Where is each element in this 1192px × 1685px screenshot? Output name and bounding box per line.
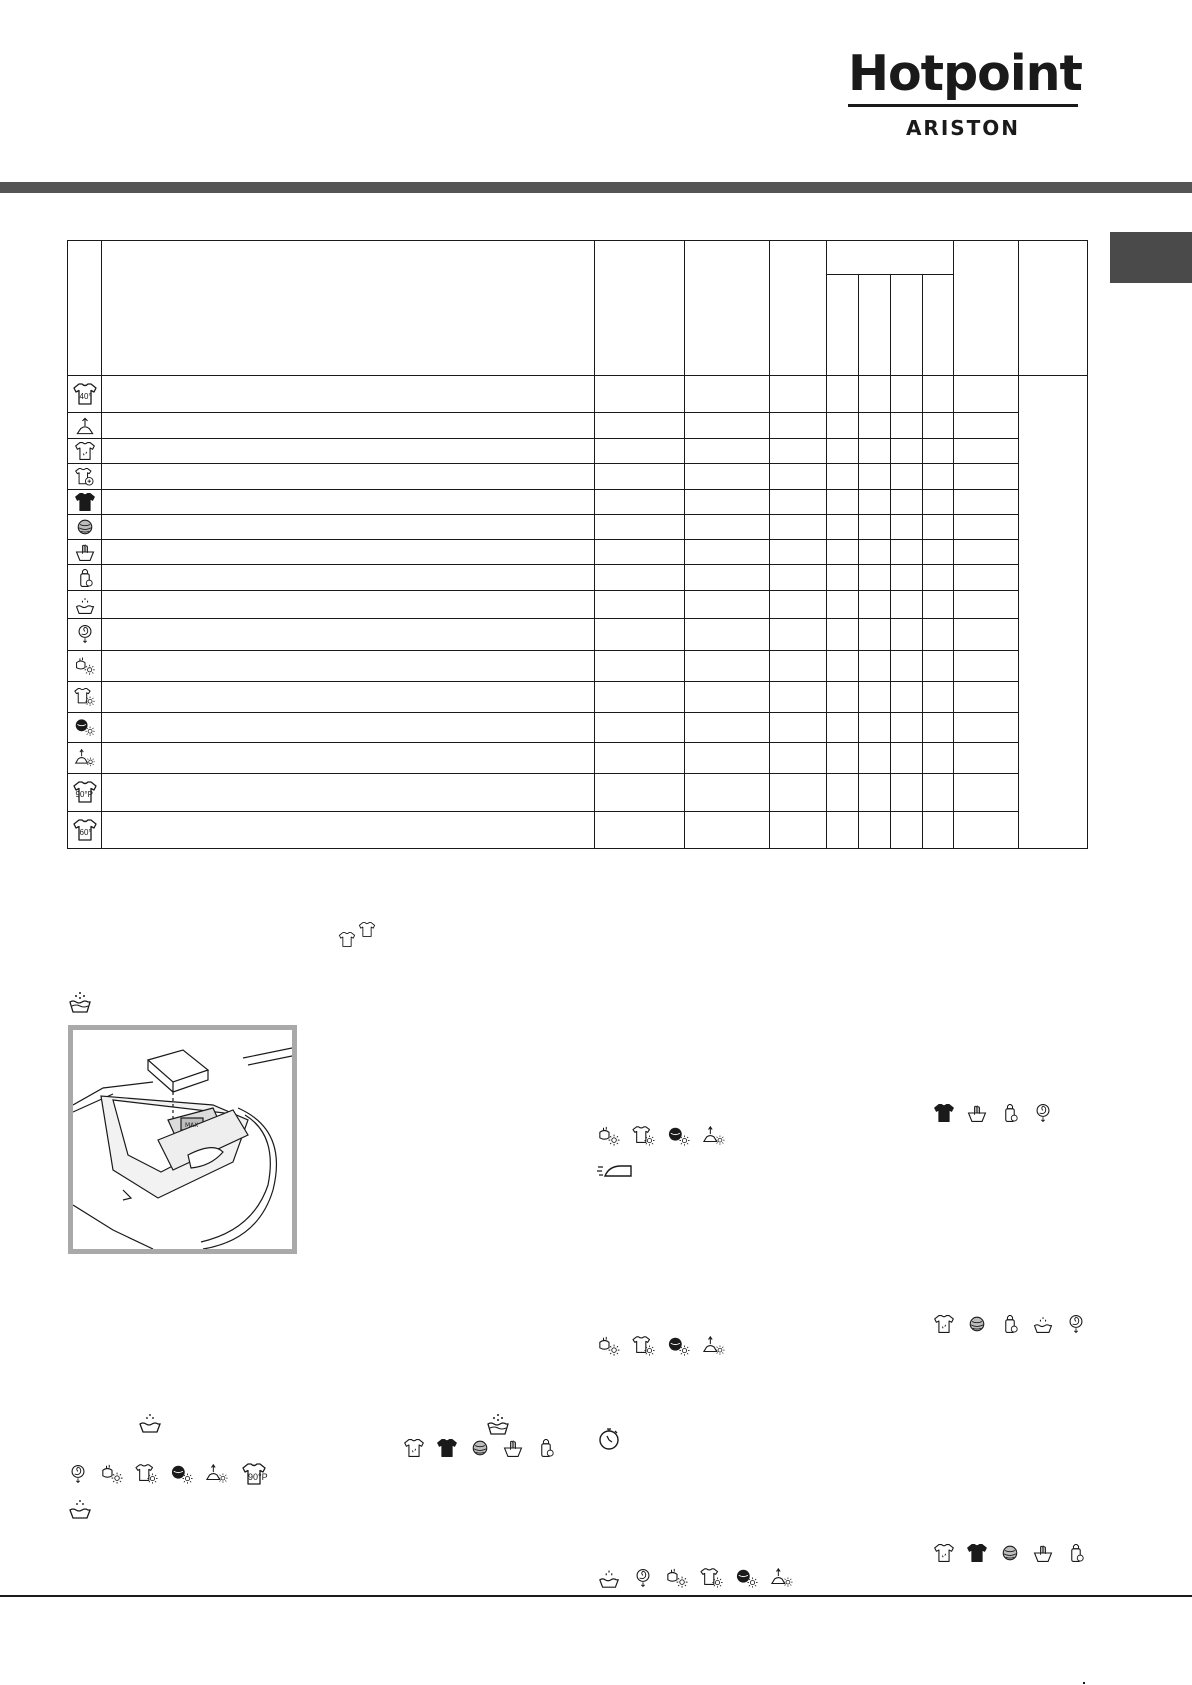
table-cell	[859, 742, 891, 773]
table-cell	[923, 712, 954, 742]
baby-bottle-icon	[999, 1102, 1021, 1124]
table-cell	[102, 515, 595, 540]
dark-shirt-icon	[966, 1542, 988, 1564]
table-cell	[954, 413, 1019, 439]
table-cell	[827, 618, 859, 650]
table-cell	[891, 773, 923, 811]
table-cell	[770, 712, 827, 742]
table-cell	[891, 439, 923, 464]
table-cell	[102, 773, 595, 811]
table-cell	[923, 742, 954, 773]
table-cell	[827, 591, 859, 618]
detergent-drawer-illustration	[68, 1025, 297, 1254]
table-cell	[923, 490, 954, 515]
table-cell	[595, 464, 685, 490]
table-cell	[770, 515, 827, 540]
programme-icon-cell	[68, 439, 102, 464]
table-row	[68, 565, 1088, 591]
shirt-stain-icon	[74, 466, 96, 488]
right-icons-group-3a	[933, 1542, 1087, 1564]
spin-drain-icon	[1032, 1101, 1054, 1125]
shirt-cold-icon	[933, 1542, 955, 1564]
table-cell	[923, 565, 954, 591]
header-bar	[0, 182, 1192, 193]
table-cell	[102, 618, 595, 650]
table-cell	[923, 773, 954, 811]
shirt-90p-icon	[240, 1462, 268, 1486]
temp-icons	[338, 919, 376, 948]
baby-bottle-icon	[1065, 1542, 1087, 1564]
table-row	[68, 439, 1088, 464]
table-cell	[859, 681, 891, 712]
table-cell	[595, 565, 685, 591]
table-cell	[859, 811, 891, 848]
table-cell	[891, 712, 923, 742]
wool-icon	[999, 1542, 1021, 1564]
table-cell	[827, 515, 859, 540]
subheader-cell	[859, 275, 891, 376]
table-cell	[923, 591, 954, 618]
table-cell	[859, 565, 891, 591]
table-cell	[891, 540, 923, 565]
table-cell	[770, 540, 827, 565]
shirt-cold-icon	[403, 1437, 425, 1459]
shirt-90p-label: 90°P	[248, 1472, 268, 1482]
table-cell	[770, 490, 827, 515]
soak-icon	[74, 594, 96, 616]
language-tab	[1110, 232, 1192, 283]
header-cell	[954, 241, 1019, 376]
subheader-cell	[891, 275, 923, 376]
table-cell	[859, 515, 891, 540]
table-cell	[859, 413, 891, 439]
table-cell	[891, 490, 923, 515]
table-cell	[954, 681, 1019, 712]
baby-bottle-icon	[535, 1437, 557, 1459]
delay-timer-icon	[596, 1426, 622, 1457]
table-row	[68, 650, 1088, 681]
dark-sun-icon	[735, 1567, 759, 1589]
table-cell	[923, 439, 954, 464]
table-cell	[859, 540, 891, 565]
table-cell	[859, 439, 891, 464]
table-cell	[770, 742, 827, 773]
table-cell	[595, 742, 685, 773]
shirt-sun-icon	[135, 1463, 159, 1485]
delicate-sun-icon	[74, 747, 96, 769]
svg-text:MAX: MAX	[185, 1122, 199, 1129]
programme-icon-cell	[68, 712, 102, 742]
table-cell	[954, 515, 1019, 540]
table-cell	[827, 413, 859, 439]
header-cell	[102, 241, 595, 376]
spin-drain-icon	[67, 1462, 89, 1486]
table-cell	[770, 773, 827, 811]
table-row	[68, 540, 1088, 565]
table-cell	[770, 681, 827, 712]
programme-icon-cell	[68, 650, 102, 681]
dark-shirt-icon	[436, 1437, 458, 1459]
table-cell	[595, 591, 685, 618]
cotton-sun-icon	[74, 655, 96, 677]
header-cell	[685, 241, 770, 376]
table-cell	[891, 376, 923, 413]
table-cell	[102, 413, 595, 439]
dark-sun-icon	[667, 1335, 691, 1357]
programme-icon-cell	[68, 540, 102, 565]
table-cell	[954, 591, 1019, 618]
table-cell	[102, 591, 595, 618]
subheader-cell	[827, 275, 859, 376]
programme-icon-cell	[68, 413, 102, 439]
right-icons-group-2a	[933, 1312, 1087, 1336]
shirt-sun-icon	[632, 1335, 656, 1357]
table-cell	[102, 742, 595, 773]
table-cell	[859, 618, 891, 650]
table-cell	[102, 712, 595, 742]
table-cell	[770, 464, 827, 490]
table-cell	[685, 650, 770, 681]
table-row	[68, 681, 1088, 712]
dark-shirt-icon	[74, 491, 96, 513]
brand-sub: ARISTON	[905, 116, 1021, 140]
dark-sun-icon	[74, 716, 96, 738]
header-cell	[595, 241, 685, 376]
left-programme-icons-1	[403, 1437, 557, 1459]
table-cell	[891, 591, 923, 618]
logo-rule	[848, 104, 1078, 107]
table-cell	[102, 650, 595, 681]
table-row	[68, 515, 1088, 540]
table-cell	[923, 515, 954, 540]
table-cell	[102, 464, 595, 490]
shirt-cold-icon	[74, 440, 96, 462]
table-cell	[954, 742, 1019, 773]
table-cell	[685, 540, 770, 565]
table-cell	[827, 464, 859, 490]
table-cell	[595, 376, 685, 413]
programme-icon-cell	[68, 490, 102, 515]
table-cell	[595, 439, 685, 464]
table-cell	[595, 618, 685, 650]
table-row	[68, 376, 1088, 413]
programme-table	[67, 240, 1088, 849]
table-cell	[685, 773, 770, 811]
programme-icon-cell	[68, 618, 102, 650]
table-cell	[685, 515, 770, 540]
table-cell	[954, 712, 1019, 742]
table-cell	[827, 376, 859, 413]
table-cell	[102, 565, 595, 591]
programme-icon-cell	[68, 681, 102, 712]
programme-icon-cell	[68, 565, 102, 591]
cotton-sun-icon	[100, 1463, 124, 1485]
delicates-icon	[74, 415, 96, 437]
table-cell	[685, 490, 770, 515]
table-cell	[770, 565, 827, 591]
table-cell	[595, 712, 685, 742]
delicate-sun-icon	[702, 1125, 726, 1147]
spin-drain-icon	[1065, 1312, 1087, 1336]
table-cell	[102, 490, 595, 515]
table-cell	[595, 681, 685, 712]
table-row	[68, 464, 1088, 490]
table-cell	[891, 515, 923, 540]
table-cell	[954, 565, 1019, 591]
spin-drain-icon	[74, 623, 96, 645]
table-row	[68, 618, 1088, 650]
programme-icon-cell	[68, 742, 102, 773]
table-cell	[595, 540, 685, 565]
table-cell	[595, 413, 685, 439]
table-cell	[770, 811, 827, 848]
table-cell	[685, 618, 770, 650]
header-cell	[68, 241, 102, 376]
hand-wash-icon	[74, 541, 96, 563]
table-cell	[827, 712, 859, 742]
cotton-sun-icon	[597, 1125, 621, 1147]
header-cell	[1019, 241, 1088, 376]
table-cell	[827, 811, 859, 848]
table-cell	[859, 376, 891, 413]
dark-sun-icon	[667, 1125, 691, 1147]
table-cell	[685, 742, 770, 773]
table-cell	[859, 773, 891, 811]
table-cell	[595, 811, 685, 848]
dark-sun-icon	[170, 1463, 194, 1485]
header-cell	[770, 241, 827, 376]
table-cell	[954, 464, 1019, 490]
table-cell	[923, 811, 954, 848]
table-cell	[859, 650, 891, 681]
baby-bottle-icon	[999, 1313, 1021, 1335]
shirt-60-icon	[72, 817, 98, 843]
table-row	[68, 591, 1088, 618]
table-cell	[827, 650, 859, 681]
shirt-sun-icon	[700, 1567, 724, 1589]
table-cell	[827, 742, 859, 773]
shirt-90p-icon	[72, 779, 98, 805]
programme-icon-cell	[68, 515, 102, 540]
table-cell	[859, 464, 891, 490]
table-cell	[923, 618, 954, 650]
table-row	[68, 490, 1088, 515]
table-cell	[859, 490, 891, 515]
iron-icon	[597, 1158, 637, 1187]
table-cell	[923, 650, 954, 681]
table-row	[68, 712, 1088, 742]
delicate-sun-icon	[205, 1463, 229, 1485]
table-cell	[595, 490, 685, 515]
table-cell	[954, 490, 1019, 515]
table-cell	[102, 681, 595, 712]
brand-name: Hotpoint	[848, 45, 1082, 102]
table-cell	[954, 650, 1019, 681]
table-cell	[595, 515, 685, 540]
table-cell	[102, 439, 595, 464]
table-cell	[827, 681, 859, 712]
right-icons-group-3b	[597, 1566, 794, 1590]
table-row	[68, 413, 1088, 439]
table-cell	[685, 376, 770, 413]
table-cell	[827, 540, 859, 565]
soak-icon	[1032, 1313, 1054, 1335]
table-cell	[827, 773, 859, 811]
soak-icon	[597, 1567, 621, 1589]
table-cell	[770, 591, 827, 618]
table-cell	[770, 439, 827, 464]
baby-bottle-icon	[74, 567, 96, 589]
programme-icon-cell	[68, 811, 102, 848]
hand-wash-icon	[966, 1102, 988, 1124]
programme-icon-cell	[68, 773, 102, 811]
footer-rule	[0, 1595, 1192, 1597]
table-cell	[891, 681, 923, 712]
right-icons-group-2b	[597, 1335, 726, 1357]
table-cell	[954, 439, 1019, 464]
merged-cell	[1019, 376, 1088, 849]
table-cell	[891, 618, 923, 650]
table-row	[68, 742, 1088, 773]
table-cell	[102, 540, 595, 565]
table-cell	[891, 413, 923, 439]
programme-icon-cell	[68, 464, 102, 490]
table-cell	[923, 376, 954, 413]
table-cell	[954, 618, 1019, 650]
table-cell	[685, 681, 770, 712]
table-cell	[954, 773, 1019, 811]
table-cell	[595, 773, 685, 811]
table-cell	[954, 376, 1019, 413]
table-cell	[685, 413, 770, 439]
table-cell	[770, 376, 827, 413]
table-row	[68, 811, 1088, 848]
table-cell	[923, 464, 954, 490]
table-cell	[891, 565, 923, 591]
table-cell	[685, 811, 770, 848]
wool-icon	[74, 516, 96, 538]
delicate-sun-icon	[702, 1335, 726, 1357]
cotton-sun-icon	[665, 1567, 689, 1589]
table-row	[68, 773, 1088, 811]
table-cell	[891, 464, 923, 490]
cotton-sun-icon	[597, 1335, 621, 1357]
table-cell	[923, 413, 954, 439]
hand-wash-icon	[1032, 1542, 1054, 1564]
drawer-drawing	[73, 1030, 292, 1249]
soak-icon	[67, 1496, 93, 1525]
table-cell	[859, 712, 891, 742]
table-cell	[685, 464, 770, 490]
dark-shirt-icon	[933, 1102, 955, 1124]
table-cell	[685, 439, 770, 464]
table-cell	[891, 811, 923, 848]
table-cell	[685, 565, 770, 591]
right-icons-group-1b	[597, 1125, 726, 1147]
shirt-60-icon	[358, 921, 376, 938]
programme-icon-cell	[68, 591, 102, 618]
table-cell	[923, 681, 954, 712]
delicate-sun-icon	[770, 1567, 794, 1589]
shirt-temp-label: 40°	[79, 392, 92, 402]
programme-icon-cell	[68, 376, 102, 413]
spin-drain-icon	[632, 1566, 654, 1590]
shirt-cold-icon	[933, 1313, 955, 1335]
programme-table-body	[68, 376, 1088, 849]
table-cell	[891, 650, 923, 681]
table-cell	[954, 811, 1019, 848]
table-cell	[827, 439, 859, 464]
table-cell	[770, 413, 827, 439]
table-cell	[102, 811, 595, 848]
table-cell	[827, 565, 859, 591]
table-cell	[859, 591, 891, 618]
table-cell	[770, 650, 827, 681]
hand-wash-icon	[502, 1437, 524, 1459]
table-cell	[770, 618, 827, 650]
table-cell	[923, 540, 954, 565]
brand-logo	[848, 45, 1082, 140]
table-cell	[954, 540, 1019, 565]
shirt-40-icon	[72, 381, 98, 407]
table-cell	[595, 650, 685, 681]
table-cell	[827, 490, 859, 515]
subheader-cell	[923, 275, 954, 376]
footer-mark	[1083, 1682, 1085, 1684]
table-cell	[685, 591, 770, 618]
wool-icon	[469, 1437, 491, 1459]
shirt-sun-icon	[74, 686, 96, 708]
shirt-temp-label: 60°	[79, 827, 92, 837]
right-icons-group-1a	[933, 1101, 1054, 1125]
soak-plus-icon	[67, 990, 93, 1019]
table-header-row	[68, 241, 1088, 275]
shirt-40-icon	[338, 931, 356, 948]
soak-icon	[137, 1410, 163, 1439]
header-group-cell	[827, 241, 954, 275]
table-cell	[102, 376, 595, 413]
shirt-temp-label: 90°P	[75, 790, 93, 800]
table-cell	[685, 712, 770, 742]
wool-icon	[966, 1313, 988, 1335]
shirt-sun-icon	[632, 1125, 656, 1147]
left-programme-icons-2	[67, 1462, 268, 1486]
table-cell	[891, 742, 923, 773]
